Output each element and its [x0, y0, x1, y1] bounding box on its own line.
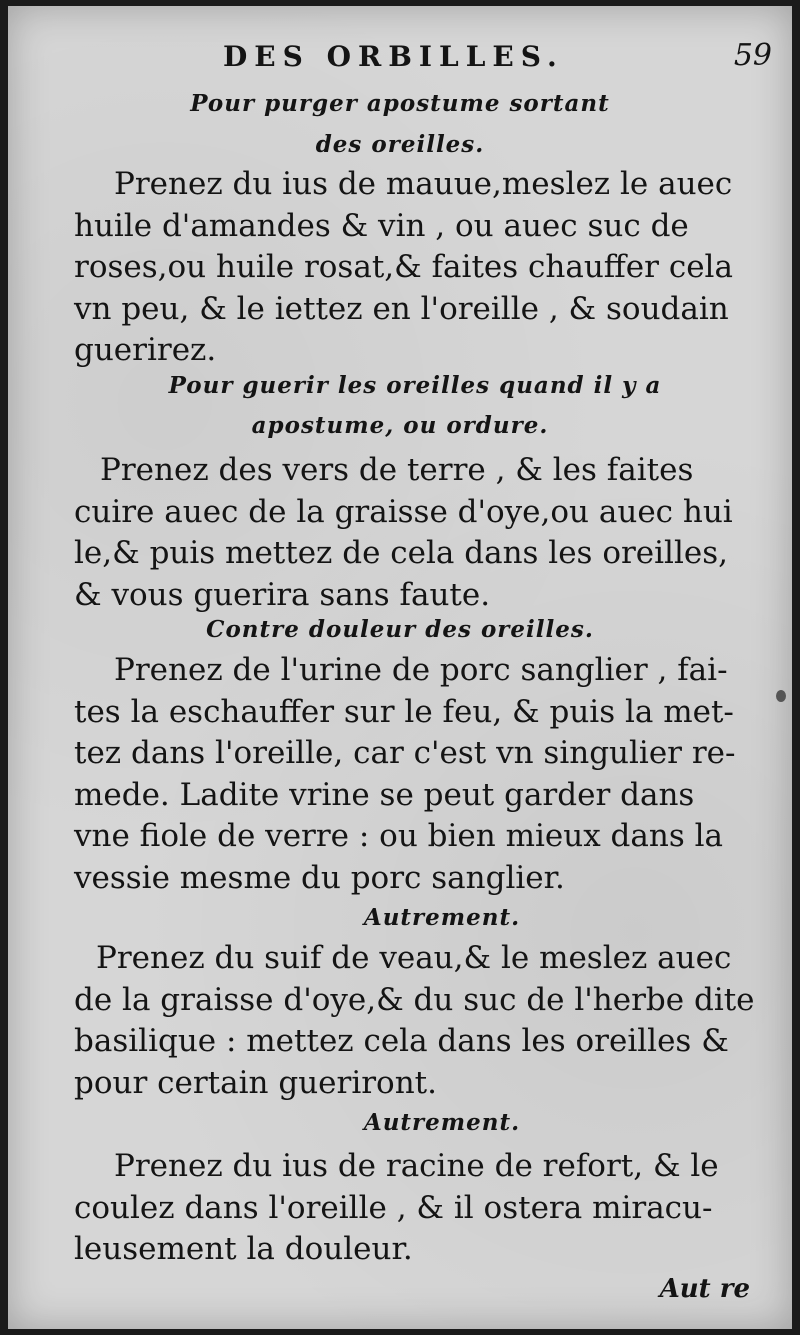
text-line: Prenez du ius de racine de refort, & le [114, 1148, 719, 1184]
section-1-heading-line-2: des oreilles. [315, 131, 485, 158]
text-line: Prenez des vers de terre , & les faites [100, 452, 694, 488]
running-title: DES ORBILLES. [223, 40, 564, 73]
section-1-paragraph [74, 164, 742, 372]
text-line: coulez dans l'oreille , & il ostera miracu- [74, 1189, 713, 1226]
page-number: 59 [733, 38, 772, 73]
text-line: leusement la douleur. [74, 1231, 413, 1267]
book-page [8, 6, 792, 1329]
text-line: Prenez du suif de veau,& le meslez auec [96, 940, 732, 976]
catchword: Aut re [659, 1274, 750, 1304]
paper-blemish [776, 690, 786, 702]
text-line: mede. Ladite vrine se peut garder dans [74, 776, 695, 813]
text-line: vn peu, & le iettez en l'oreille , & soudain [74, 290, 729, 327]
text-line: vessie mesme du porc sanglier. [74, 859, 565, 896]
text-line: roses,ou huile rosat,& faites chauffer cela [74, 249, 733, 285]
text-line: basilique : mettez cela dans les oreilles & [74, 1023, 729, 1059]
text-line: vne fiole de verre : ou bien mieux dans la [74, 818, 723, 854]
text-line: de la graisse d'oye,& du suc de l'herbe dite [74, 981, 755, 1018]
section-2-heading-line-2: apostume, ou ordure. [251, 412, 549, 439]
section-1-heading-line-1: Pour purger apostume sortant [190, 90, 610, 117]
running-head [8, 40, 792, 80]
text-line: guerirez. [74, 332, 217, 368]
text-line: pour certain gueriront. [74, 1064, 437, 1101]
section-4-paragraph [74, 938, 755, 1104]
text-line: cuire auec de la graisse d'oye,ou auec hui [74, 493, 733, 530]
text-line: Prenez de l'urine de porc sanglier , fai- [114, 652, 728, 688]
section-5-paragraph [74, 1146, 742, 1271]
section-4-heading: Autrement. [363, 904, 521, 931]
text-line: & vous guerira sans faute. [74, 576, 491, 613]
text-line: huile d'amandes & vin , ou auec suc de [74, 207, 689, 244]
section-5-heading: Autrement. [363, 1109, 521, 1136]
section-3-heading: Contre douleur des oreilles. [206, 616, 594, 643]
text-line: tez dans l'oreille, car c'est vn singulier re- [74, 735, 736, 771]
text-line: Prenez du ius de mauue,meslez le auec [114, 166, 733, 202]
section-2-heading-line-1: Pour guerir les oreilles quand il y a [168, 372, 662, 399]
text-line: tes la eschauffer sur le feu, & puis la met- [74, 693, 734, 730]
section-3-paragraph [74, 650, 742, 899]
section-2-paragraph [74, 450, 742, 616]
text-line: le,& puis mettez de cela dans les oreilles, [74, 535, 728, 571]
